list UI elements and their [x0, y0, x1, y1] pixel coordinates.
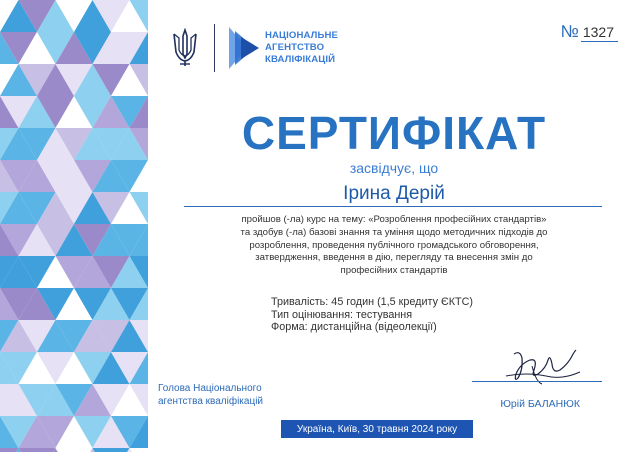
agency-name-line: КВАЛІФІКАЦІЙ	[265, 54, 336, 65]
signer-position-line: агентства кваліфікацій	[158, 395, 263, 407]
signature-image	[476, 346, 596, 390]
course-line: затвердження, введення в дію, перегляду та внесення змін до	[255, 252, 533, 264]
duration-text: Тривалість: 45 годин (1,5 кредиту ЄКТС)	[271, 296, 474, 308]
pattern-triangle	[0, 448, 19, 452]
trident-icon	[170, 26, 200, 70]
pattern-triangle	[130, 448, 149, 452]
assessment-type-text: Тип оцінювання: тестування	[271, 308, 413, 321]
agency-logo-icon	[227, 25, 261, 71]
signature-line	[472, 381, 602, 382]
certificate-number	[561, 22, 618, 42]
course-line: професійних стандартів	[340, 265, 448, 277]
agency-name	[265, 30, 338, 66]
number-value: 1327	[581, 24, 618, 42]
certifies-text: засвідчує, що	[349, 160, 439, 176]
place-date-band: Україна, Київ, 30 травня 2024 року	[281, 420, 473, 438]
course-line: пройшов (-ла) курс на тему: «Розроблення професійних стандартів»	[241, 214, 547, 225]
recipient-underline	[184, 206, 602, 207]
certificate-title: СЕРТИФІКАТ	[241, 107, 547, 159]
pattern-triangle	[19, 448, 56, 452]
number-sign: №	[560, 22, 579, 41]
triangle-pattern-graphic	[0, 0, 148, 452]
pattern-triangle	[56, 448, 93, 452]
format-text: Форма: дистанційна (відеолекції)	[271, 321, 437, 334]
pattern-triangle	[93, 448, 130, 452]
course-line: та здобув (-ла) базові знання та уміння щодо методичних підходів до	[240, 226, 548, 238]
signer-position	[158, 383, 263, 408]
agency-name-line: АГЕНТСТВО	[265, 42, 325, 53]
header-logos	[170, 20, 338, 76]
agency-name-line: НАЦІОНАЛЬНЕ	[265, 30, 339, 41]
decorative-pattern	[0, 0, 148, 452]
logo-divider	[214, 24, 215, 72]
signer-name: Юрій БАЛАНЮК	[500, 398, 580, 410]
course-description	[190, 214, 598, 278]
course-details	[271, 296, 473, 334]
signer-position-line: Голова Національного	[158, 383, 262, 394]
recipient-name: Ірина Дерій	[343, 183, 445, 204]
course-line: розроблення, проведення публічного громадського обговорення,	[249, 239, 539, 251]
